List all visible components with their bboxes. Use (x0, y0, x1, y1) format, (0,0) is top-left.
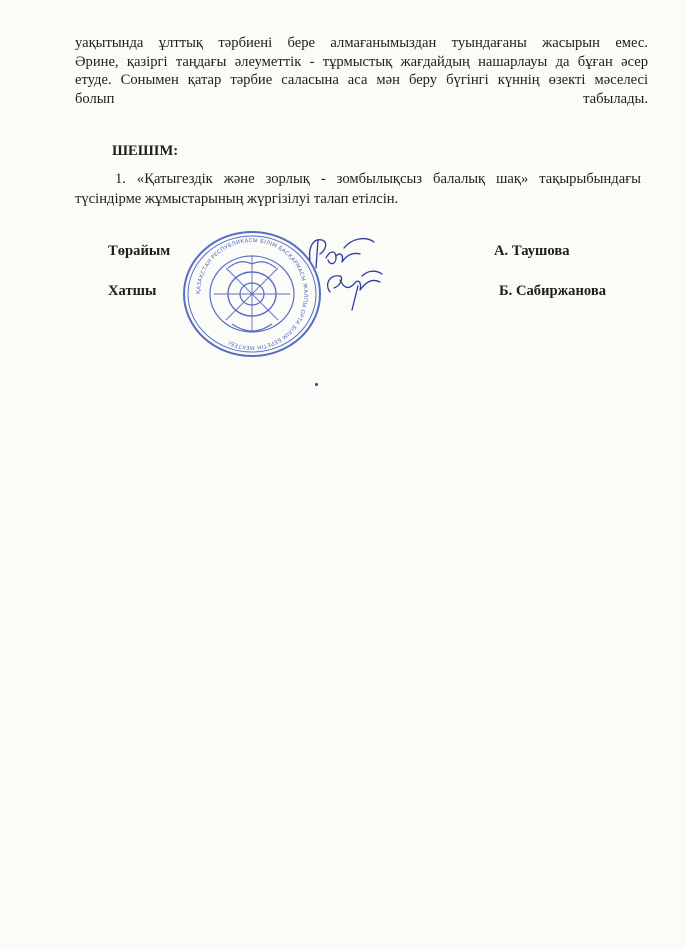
paragraph-line: уақытында ұлттық тәрбиені бере алмағанымыздан туындағаны жасырын емес. (75, 35, 648, 51)
paragraph-line: Әрине, қазіргі таңдағы әлеуметтік - тұрмыстық жағдайдың нашарлауы да бұған әсер (75, 53, 648, 70)
decision-item-line: 1. «Қатыгездік және зорлық - зомбылықсыз балалық шақ» тақырыбындағы (115, 171, 641, 187)
paragraph-line-last (75, 90, 648, 109)
paragraph-word: болып (75, 90, 115, 107)
paragraph-line: етуде. Сонымен қатар тәрбие саласына аса мән беру бүгінгі күннің өзекті мәселесі (75, 72, 648, 89)
chair-title: Төрайым (108, 243, 171, 259)
decision-item (75, 169, 641, 209)
secretary-title: Хатшы (108, 283, 157, 299)
ink-dot (315, 383, 318, 386)
paragraph-word: табылады. (583, 90, 648, 107)
decision-item-line: түсіндірме жұмыстарының жүргізілуі талап етілсін. (75, 191, 399, 207)
chair-name: А. Таушова (494, 243, 570, 259)
secretary-name: Б. Сабиржанова (499, 283, 607, 299)
stamp-ring-text: ҚАЗАҚСТАН РЕСПУБЛИКАСЫ БІЛІМ БАСҚАРМАСЫ ЖАЛПЫ ОРТА БІЛІМ БЕРЕТІН МЕКТЕБІ (195, 237, 309, 351)
decision-heading: ШЕШІМ: (112, 143, 179, 159)
handwritten-signatures (300, 228, 390, 318)
body-paragraph (75, 34, 648, 108)
